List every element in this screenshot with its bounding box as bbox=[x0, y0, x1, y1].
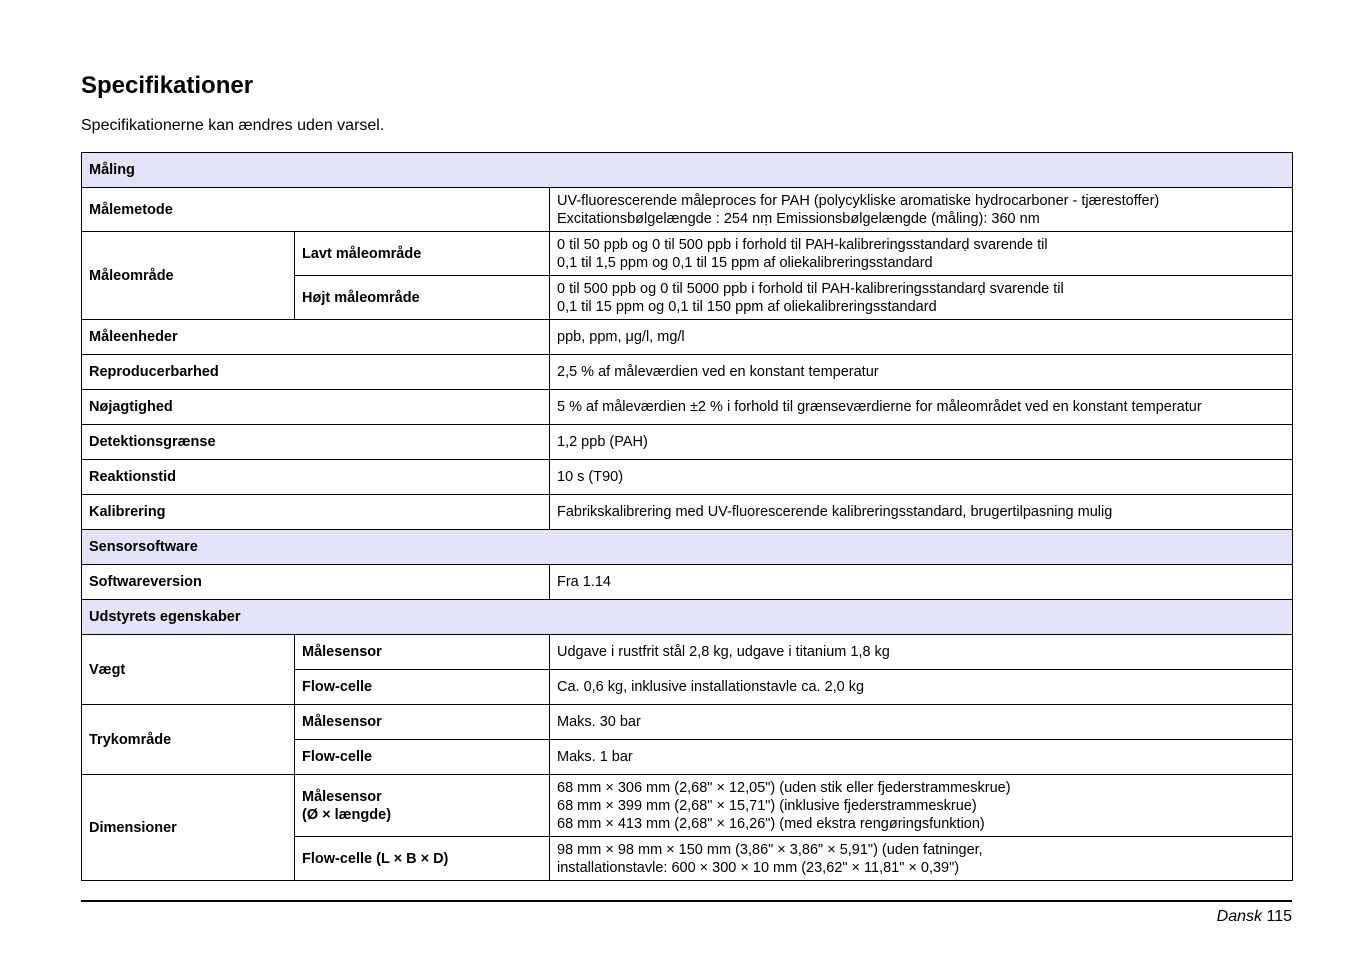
label-line: (Ø × længde) bbox=[302, 806, 392, 823]
table-row bbox=[82, 460, 1293, 495]
value-line: 68 mm × 306 mm (2,68" × 12,05") (uden stik eller fjederstrammeskrue) bbox=[557, 779, 1011, 796]
row-value bbox=[550, 188, 1293, 232]
row-value: Maks. 30 bar bbox=[550, 705, 1293, 740]
row-value: 10 s (T90) bbox=[550, 460, 1293, 495]
table-row bbox=[82, 390, 1293, 425]
row-value: Fra 1.14 bbox=[550, 565, 1293, 600]
row-label: Detektionsgrænse bbox=[82, 425, 550, 460]
table-row bbox=[82, 355, 1293, 390]
row-label: Reproducerbarhed bbox=[82, 355, 550, 390]
value-line: 0,1 til 1,5 ppm og 0,1 til 15 ppm af oliekalibreringsstandard bbox=[557, 254, 933, 271]
row-value: Maks. 1 bar bbox=[550, 740, 1293, 775]
row-value: Fabrikskalibrering med UV-fluorescerende kalibreringsstandard, brugertilpasning mulig bbox=[550, 495, 1293, 530]
value-line: 68 mm × 399 mm (2,68" × 15,71") (inklusive fjederstrammeskrue) bbox=[557, 797, 977, 814]
row-label: Vægt bbox=[82, 635, 295, 705]
row-value: Ca. 0,6 kg, inklusive installationstavle ca. 2,0 kg bbox=[550, 670, 1293, 705]
value-line: 98 mm × 98 mm × 150 mm (3,86" × 3,86" × 5,91") (uden fatninger, bbox=[557, 841, 983, 858]
footer-divider bbox=[81, 900, 1292, 902]
row-label: Dimensioner bbox=[82, 775, 295, 881]
row-value: 1,2 ppb (PAH) bbox=[550, 425, 1293, 460]
table-row bbox=[82, 425, 1293, 460]
value-line: 0 til 500 ppb og 0 til 5000 ppb i forhold til PAH-kalibreringsstandarḍ svarende til bbox=[557, 280, 1064, 297]
page-title: Specifikationer bbox=[81, 72, 254, 99]
value-line: 0,1 til 15 ppm og 0,1 til 150 ppm af oliekalibreringsstandard bbox=[557, 298, 937, 315]
table-row bbox=[82, 705, 1293, 740]
table-row bbox=[82, 232, 1293, 276]
table-row bbox=[82, 188, 1293, 232]
row-value: Udgave i rustfrit stål 2,8 kg, udgave i titanium 1,8 kg bbox=[550, 635, 1293, 670]
value-line: 0 til 50 ppb og 0 til 500 ppb i forhold til PAH-kalibreringsstandarḍ svarende til bbox=[557, 236, 1048, 253]
row-sublabel: Flow-celle (L × B × D) bbox=[295, 837, 550, 881]
label-line: Målesensor bbox=[302, 788, 382, 805]
page-subtitle: Specifikationerne kan ændres uden varsel. bbox=[81, 117, 385, 134]
row-label: Måleområde bbox=[82, 232, 295, 320]
row-value bbox=[550, 276, 1293, 320]
section-heading: Udstyrets egenskaber bbox=[82, 600, 1293, 635]
row-label: Trykområde bbox=[82, 705, 295, 775]
value-line: Excitationsbølgelængde : 254 nṃ Emissionsbølgelængde (måling): 360 nm bbox=[557, 210, 1040, 227]
table-row bbox=[82, 495, 1293, 530]
table-row bbox=[82, 635, 1293, 670]
section-heading: Måling bbox=[82, 153, 1293, 188]
section-row-measurement bbox=[82, 153, 1293, 188]
value-line: 68 mm × 413 mm (2,68" × 16,26") (med ekstra rengøringsfunktion) bbox=[557, 815, 985, 832]
specifications-table bbox=[81, 152, 1293, 881]
page-footer bbox=[1217, 908, 1292, 926]
section-heading: Sensorsoftware bbox=[82, 530, 1293, 565]
row-value: ppb, ppm, μg/l, mg/l bbox=[550, 320, 1293, 355]
row-value bbox=[550, 837, 1293, 881]
row-value bbox=[550, 232, 1293, 276]
row-value: 2,5 % af måleværdien ved en konstant temperatur bbox=[550, 355, 1293, 390]
table-row bbox=[82, 320, 1293, 355]
row-sublabel: Højt måleområde bbox=[295, 276, 550, 320]
row-sublabel: Flow-celle bbox=[295, 670, 550, 705]
row-label: Softwareversion bbox=[82, 565, 550, 600]
table-row bbox=[82, 565, 1293, 600]
row-label: Reaktionstid bbox=[82, 460, 550, 495]
section-row-software bbox=[82, 530, 1293, 565]
footer-language: Dansk bbox=[1216, 908, 1263, 925]
section-row-equipment bbox=[82, 600, 1293, 635]
row-sublabel: Lavt måleområde bbox=[295, 232, 550, 276]
row-label: Målemetode bbox=[82, 188, 550, 232]
row-value: 5 % af måleværdien ±2 % i forhold til grænseværdierne for måleområdet ved en konstant temperatur bbox=[550, 390, 1293, 425]
value-line: installationstavle: 600 × 300 × 10 mm (23,62" × 11,81" × 0,39") bbox=[557, 859, 960, 876]
row-value bbox=[550, 775, 1293, 837]
row-label: Måleenheder bbox=[82, 320, 550, 355]
row-label: Nøjagtighed bbox=[82, 390, 550, 425]
row-sublabel: Målesensor bbox=[295, 705, 550, 740]
page-number: 115 bbox=[1266, 908, 1292, 925]
row-sublabel: Målesensor bbox=[295, 635, 550, 670]
row-sublabel: Flow-celle bbox=[295, 740, 550, 775]
row-sublabel bbox=[295, 775, 550, 837]
table-row bbox=[82, 775, 1293, 837]
row-label: Kalibrering bbox=[82, 495, 550, 530]
value-line: UV-fluorescerende måleproces for PAH (polycykliske aromatiske hydrocarboner - tjærestoffer) bbox=[557, 192, 1160, 209]
